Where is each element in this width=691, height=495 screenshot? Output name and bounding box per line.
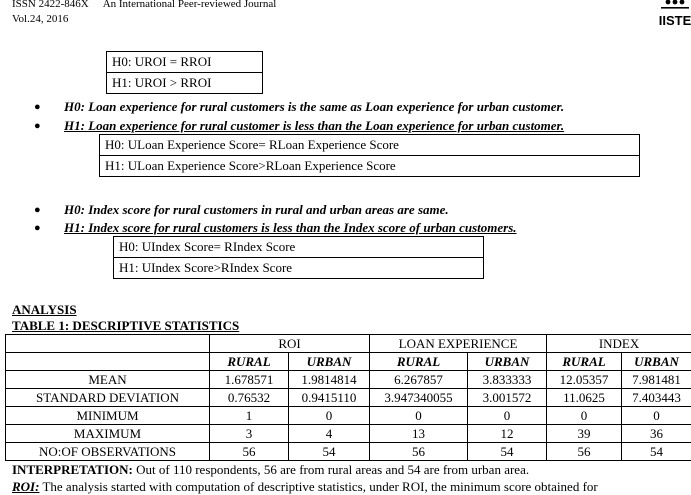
table-subheader-row [6, 353, 691, 371]
table-cell: 0 [289, 407, 370, 425]
table-group-header-row [6, 335, 691, 353]
roi-label: ROI: [12, 479, 39, 494]
bullet-dot-icon: ● [34, 220, 41, 236]
table-cell: 56 [210, 443, 289, 461]
journal-header [12, 0, 276, 27]
table-heading: TABLE 1: DESCRIPTIVE STATISTICS [12, 318, 239, 333]
index-hypotheses-box [113, 236, 484, 279]
roi-text: The analysis started with computation of descriptive statistics, under ROI, the minimum score obtained for [39, 479, 597, 494]
table-cell: 54 [468, 443, 547, 461]
table-cell: 56 [547, 443, 622, 461]
subheader-loan-rural: RURAL [370, 353, 468, 371]
subheader-loan-urban: URBAN [468, 353, 547, 371]
table-cell: 0.76532 [210, 389, 289, 407]
table-cell: 7.981481 [622, 371, 691, 389]
table-cell: 56 [370, 443, 468, 461]
index-h1: H1: UIndex Score>RIndex Score [114, 258, 484, 279]
loan-h0: H0: ULoan Experience Score= RLoan Experience Score [100, 135, 640, 156]
roi-h1: H1: UROI > RROI [107, 73, 263, 94]
group-header-roi: ROI [210, 335, 370, 353]
bullet-dot-icon: ● [34, 118, 41, 134]
row-label: STANDARD DEVIATION [6, 389, 210, 407]
table-cell: 4 [289, 425, 370, 443]
bullet-dot-icon: ● [34, 202, 41, 218]
table-cell: 7.403443 [622, 389, 691, 407]
table-cell: 1.678571 [210, 371, 289, 389]
volume: Vol.24, 2016 [12, 12, 276, 27]
row-label: MINIMUM [6, 407, 210, 425]
row-label: MEAN [6, 371, 210, 389]
table-row [6, 371, 691, 389]
interpretation-text: Out of 110 respondents, 56 are from rural areas and 54 are from urban area. [133, 462, 529, 477]
table-row [6, 407, 691, 425]
subheader-roi-rural: RURAL [210, 353, 289, 371]
table-row [6, 425, 691, 443]
interpretation-paragraph [12, 462, 529, 478]
table-subheader-blank [6, 353, 210, 371]
table-cell: 0.9415110 [289, 389, 370, 407]
logo-text: IISTE [659, 13, 691, 28]
subheader-index-urban: URBAN [622, 353, 691, 371]
table-cell: 3.833333 [468, 371, 547, 389]
table-cell: 1.9814814 [289, 371, 370, 389]
table-cell: 3.947340055 [370, 389, 468, 407]
table-cell: 0 [547, 407, 622, 425]
loan-hypotheses-box [99, 134, 640, 177]
index-h0: H0: UIndex Score= RIndex Score [114, 237, 484, 258]
journal-name: An International Peer-reviewed Journal [103, 0, 277, 10]
analysis-heading: ANALYSIS [12, 302, 77, 317]
table-cell: 0 [370, 407, 468, 425]
table-cell: 0 [622, 407, 691, 425]
descriptive-stats-table [5, 334, 691, 461]
table-cell: 54 [622, 443, 691, 461]
table-cell: 13 [370, 425, 468, 443]
table-cell: 0 [468, 407, 547, 425]
table-row [6, 443, 691, 461]
table-row [6, 389, 691, 407]
iiste-logo-icon [659, 0, 691, 28]
interpretation-label: INTERPRETATION: [12, 462, 133, 477]
subheader-roi-urban: URBAN [289, 353, 370, 371]
subheader-index-rural: RURAL [547, 353, 622, 371]
table-cell: 3.001572 [468, 389, 547, 407]
table-cell: 39 [547, 425, 622, 443]
loan-h1: H1: ULoan Experience Score>RLoan Experience Score [100, 156, 640, 177]
roi-paragraph [12, 479, 598, 495]
roi-hypotheses-box [106, 51, 263, 94]
roi-h0: H0: UROI = RROI [107, 52, 263, 73]
group-header-index: INDEX [547, 335, 691, 353]
row-label: MAXIMUM [6, 425, 210, 443]
table-cell: 54 [289, 443, 370, 461]
row-label: NO:OF OBSERVATIONS [6, 443, 210, 461]
table-cell: 12 [468, 425, 547, 443]
table-cell: 36 [622, 425, 691, 443]
bullet-dot-icon: ● [34, 99, 41, 115]
table-cell: 6.267857 [370, 371, 468, 389]
table-cell: 1 [210, 407, 289, 425]
group-header-loan-experience: LOAN EXPERIENCE [370, 335, 547, 353]
table-cell: 11.0625 [547, 389, 622, 407]
table-cell: 12.05357 [547, 371, 622, 389]
table-corner-cell [6, 335, 210, 353]
table-cell: 3 [210, 425, 289, 443]
issn: ISSN 2422-846X [12, 0, 89, 10]
